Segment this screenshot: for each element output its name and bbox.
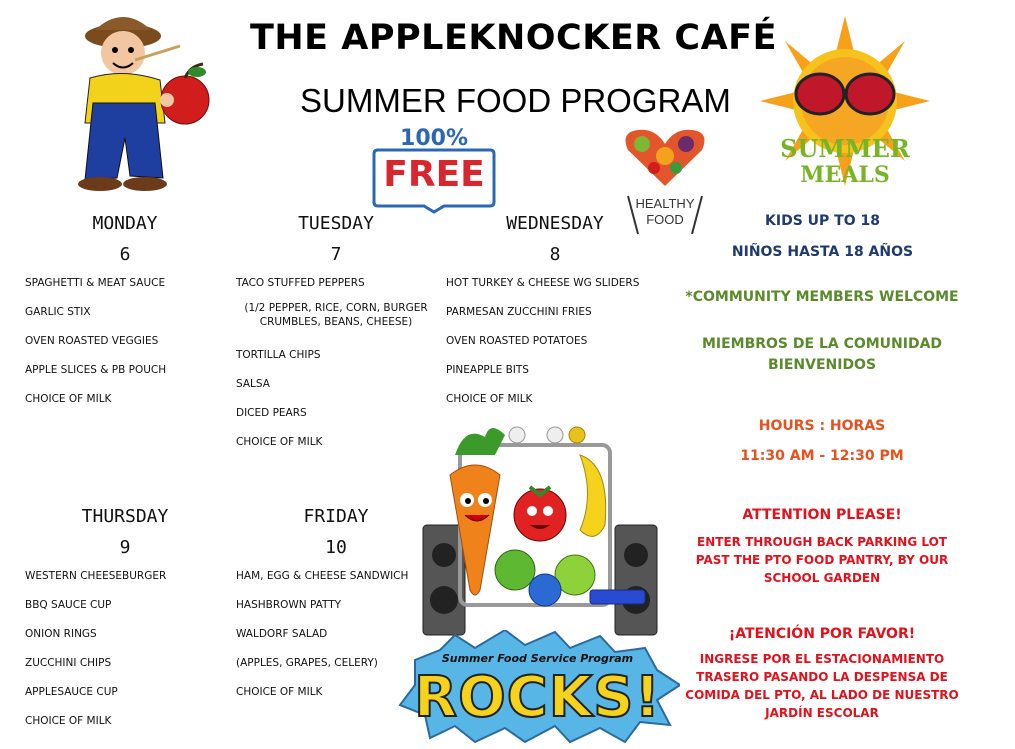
directions-en-2: PAST THE PTO FOOD PANTRY, BY OUR — [695, 553, 949, 567]
menu-friday — [236, 562, 408, 707]
directions-es-1: INGRESE POR EL ESTACIONAMIENTO — [699, 652, 945, 666]
veggie-heart-icon — [620, 128, 710, 188]
attention-en: ATTENTION PLEASE! — [742, 507, 902, 523]
menu-item: DICED PEARS — [236, 407, 307, 419]
rocking-vegetables-illustration — [395, 415, 680, 655]
hours-value: 11:30 AM - 12:30 PM — [740, 448, 904, 464]
healthy-label: HEALTHY — [635, 196, 695, 211]
hours-label: HOURS : HORAS — [758, 418, 886, 434]
menu-item: CHOICE OF MILK — [236, 686, 323, 698]
rocks-word: ROCKS! — [413, 665, 662, 730]
ninos-age-label: NIÑOS HASTA 18 AÑOS — [731, 244, 914, 260]
menu-wednesday — [446, 269, 639, 414]
menu-item: SPAGHETTI & MEAT SAUCE — [25, 277, 166, 289]
menu-item-note: (1/2 PEPPER, RICE, CORN, BURGER CRUMBLES, BEANS, CHEESE) — [244, 302, 428, 328]
summer-word: SUMMER — [780, 134, 910, 163]
summer-meals-logo — [760, 16, 930, 196]
menu-item: APPLE SLICES & PB POUCH — [25, 364, 167, 376]
menu-item: WESTERN CHEESEBURGER — [25, 570, 167, 582]
date-thursday: 9 — [119, 537, 131, 558]
free-percent: 100% — [400, 126, 468, 151]
menu-item: ZUCCHINI CHIPS — [25, 657, 112, 669]
directions-es-3: COMIDA DEL PTO, AL LADO DE NUESTRO — [685, 688, 959, 702]
community-welcome-en: *COMMUNITY MEMBERS WELCOME — [685, 289, 959, 305]
kids-age-label: KIDS UP TO 18 — [765, 213, 880, 229]
menu-item: HAM, EGG & CHEESE SANDWICH — [236, 570, 409, 582]
date-tuesday: 7 — [330, 244, 342, 265]
community-welcome-es-2: BIENVENIDOS — [767, 357, 877, 373]
menu-item: OVEN ROASTED POTATOES — [446, 335, 588, 347]
menu-item: PARMESAN ZUCCHINI FRIES — [446, 306, 592, 318]
date-wednesday: 8 — [549, 244, 561, 265]
menu-item: APPLESAUCE CUP — [25, 686, 118, 698]
program-label: Summer Food Service Program — [441, 652, 634, 665]
day-thursday: THURSDAY — [81, 506, 169, 527]
menu-item: GARLIC STIX — [25, 306, 91, 318]
menu-item: BBQ SAUCE CUP — [25, 599, 112, 611]
menu-item: OVEN ROASTED VEGGIES — [25, 335, 159, 347]
directions-en-1: ENTER THROUGH BACK PARKING LOT — [697, 535, 947, 549]
menu-item: PINEAPPLE BITS — [446, 364, 529, 376]
day-wednesday: WEDNESDAY — [506, 213, 604, 234]
day-tuesday: TUESDAY — [298, 213, 374, 234]
page-subtitle: SUMMER FOOD PROGRAM — [300, 82, 731, 119]
day-monday: MONDAY — [92, 213, 158, 234]
page-title: THE APPLEKNOCKER CAFÉ — [250, 18, 777, 58]
menu-thursday — [25, 562, 166, 736]
menu-item: TACO STUFFED PEPPERS — [236, 277, 365, 289]
menu-item: CHOICE OF MILK — [236, 436, 323, 448]
meals-word: MEALS — [800, 162, 890, 188]
free-badge — [372, 126, 496, 214]
directions-en-3: SCHOOL GARDEN — [763, 571, 881, 585]
menu-item: HASHBROWN PATTY — [236, 599, 342, 611]
attention-es: ¡ATENCIÓN POR FAVOR! — [728, 626, 916, 642]
menu-item: SALSA — [236, 378, 270, 390]
appleknocker-mascot — [35, 8, 225, 193]
menu-item: CHOICE OF MILK — [25, 715, 112, 727]
date-friday: 10 — [325, 537, 347, 558]
food-label: FOOD — [646, 212, 684, 227]
summer-food-rocks-poster — [395, 415, 680, 745]
community-welcome-es-1: MIEMBROS DE LA COMUNIDAD — [701, 336, 943, 352]
directions-es-2: TRASERO PASANDO LA DESPENSA DE — [696, 670, 948, 684]
menu-item: CHOICE OF MILK — [25, 393, 112, 405]
menu-item: ONION RINGS — [25, 628, 97, 640]
menu-item: WALDORF SALAD — [236, 628, 328, 640]
menu-item: (APPLES, GRAPES, CELERY) — [236, 657, 378, 669]
menu-item: TORTILLA CHIPS — [236, 349, 321, 361]
date-monday: 6 — [119, 244, 131, 265]
menu-monday — [25, 269, 166, 414]
day-friday: FRIDAY — [303, 506, 369, 527]
free-word: FREE — [383, 154, 485, 195]
menu-item: HOT TURKEY & CHEESE WG SLIDERS — [446, 277, 640, 289]
directions-es-4: JARDÍN ESCOLAR — [765, 706, 879, 720]
menu-item: CHOICE OF MILK — [446, 393, 533, 405]
